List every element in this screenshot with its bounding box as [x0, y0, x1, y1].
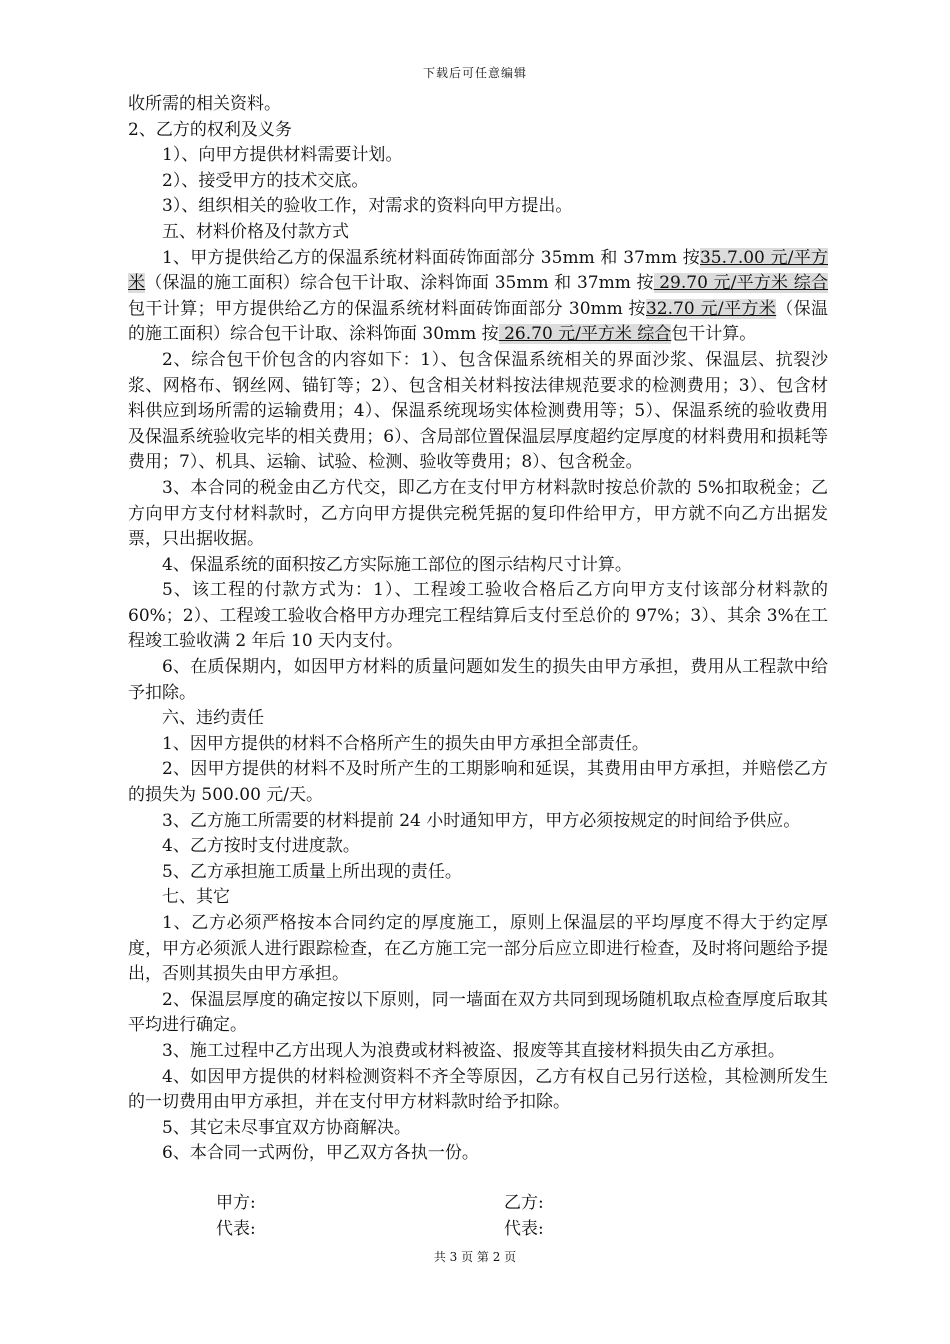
party-b-label: 乙方: [504, 1193, 544, 1213]
paragraph: 收所需的相关资料。 [128, 94, 281, 114]
paragraph: 1）、向甲方提供材料需要计划。 [162, 145, 403, 166]
paragraph: 5、该工程的付款方式为：1）、工程竣工验收合格后乙方向甲方支付该部分材料款的 60%；2）、工程竣工验收合格甲方办理完工程结算后支付至总价的 97%；3）、其余 3%在工程竣工验收满 2 年后 10 天内支付。 [128, 580, 828, 652]
section-heading: 七、其它 [162, 887, 230, 908]
text-run: 1、甲方提供给乙方的保温系统材料面砖饰面部分 35mm 和 37mm 按 [162, 247, 700, 268]
price-paragraph [128, 246, 828, 348]
party-a-label: 甲方: [216, 1193, 256, 1213]
paragraph: 6、在质保期内，如因甲方材料的质量问题如发生的损失由甲方承担，费用从工程款中给予扣除。 [128, 657, 828, 703]
paragraph: 3、乙方施工所需要的材料提前 24 小时通知甲方，甲方必须按规定的时间给予供应。 [162, 810, 801, 831]
paragraph: 4、如因甲方提供的材料检测资料不齐全等原因，乙方有权自己另行送检，其检测所发生的一切费用由甲方承担，并在支付甲方材料款时给予扣除。 [128, 1066, 828, 1113]
paragraph: 2）、接受甲方的技术交底。 [162, 170, 369, 191]
price-highlight: 32.70 元/平方米 [645, 298, 777, 319]
paragraph: 2、因甲方提供的材料不及时所产生的工期影响和延误，其费用由甲方承担，并赔偿乙方的损失为 500.00 元/天。 [128, 759, 828, 806]
page-header: 下载后可任意编辑 [422, 66, 527, 80]
paragraph: 5、其它未尽事宜双方协商解决。 [162, 1117, 411, 1138]
price-highlight: 29.70 元/平方米 综合 [653, 273, 829, 294]
paragraph: 2、保温层厚度的确定按以下原则，同一墙面在双方共同到现场随机取点检查厚度后取其平均进行确定。 [128, 989, 828, 1036]
rep-a-label: 代表: [216, 1219, 256, 1239]
paragraph: 4、乙方按时支付进度款。 [162, 836, 360, 857]
price-highlight: 26.70 元/平方米 综合 [498, 324, 672, 345]
rep-b-label: 代表: [504, 1219, 544, 1239]
signature-row [216, 1216, 544, 1242]
signature-row [216, 1190, 544, 1216]
signature-block [216, 1190, 544, 1242]
page-footer: 共 3 页 第 2 页 [433, 1250, 517, 1264]
section-heading: 六、违约责任 [162, 708, 264, 729]
text-run: 包干计算；甲方提供给乙方的保温系统材料面砖饰面部分 30mm 按 [128, 298, 646, 319]
paragraph: 5、乙方承担施工质量上所出现的责任。 [162, 861, 462, 882]
paragraph: 6、本合同一式两份，甲乙双方各执一份。 [162, 1143, 479, 1164]
paragraph: 3）、组织相关的验收工作，对需求的资料向甲方提出。 [162, 196, 573, 217]
text-run: （保温的施工面积）综合包干计取、涂料饰面 35mm 和 37mm 按 [145, 273, 654, 294]
text-run: （保温的施工面积）综合包干计取、涂料饰面 30mm 按 [128, 298, 828, 345]
text-run: 包干计算。 [671, 324, 757, 345]
paragraph: 1、因甲方提供的材料不合格所产生的损失由甲方承担全部责任。 [162, 733, 649, 754]
paragraph: 2、综合包干价包含的内容如下：1）、包含保温系统相关的界面沙浆、保温层、抗裂沙浆、网格布、钢丝网、锚钉等；2）、包含相关材料按法律规范要求的检测费用；3）、包含材料供应到场所需的运输费用；4）、保温系统现场实体检测费用等；5）、保温系统的验收费用及保温系统验收完毕的相关费用；6）、含局部位置保温层厚度超约定厚度的材料费用和损耗等费用；7）、机具、运输、试验、检测、验收等费用；8）、包含税金。 [128, 349, 828, 473]
paragraph: 4、保温系统的面积按乙方实际施工部位的图示结构尺寸计算。 [162, 554, 632, 575]
paragraph: 3、施工过程中乙方出现人为浪费或材料被盗、报废等其直接材料损失由乙方承担。 [162, 1040, 785, 1061]
paragraph: 1、乙方必须严格按本合同约定的厚度施工，原则上保温层的平均厚度不得大于约定厚度，甲方必须派人进行跟踪检查，在乙方施工完一部分后应立即进行检查，及时将问题给予提出，否则其损失由甲方承担。 [128, 913, 828, 985]
section-heading: 五、材料价格及付款方式 [162, 221, 349, 242]
section-heading: 2、乙方的权利及义务 [128, 119, 292, 140]
price-highlight: 35.7.00 元/平方米 [128, 247, 828, 294]
contract-body [128, 92, 828, 1167]
paragraph: 3、本合同的税金由乙方代交，即乙方在支付甲方材料款时按总价款的 5%扣取税金；乙方向甲方支付材料款时，乙方向甲方提供完税凭据的复印件给甲方，甲方就不向乙方出据发票，只出据收据。 [128, 477, 828, 550]
